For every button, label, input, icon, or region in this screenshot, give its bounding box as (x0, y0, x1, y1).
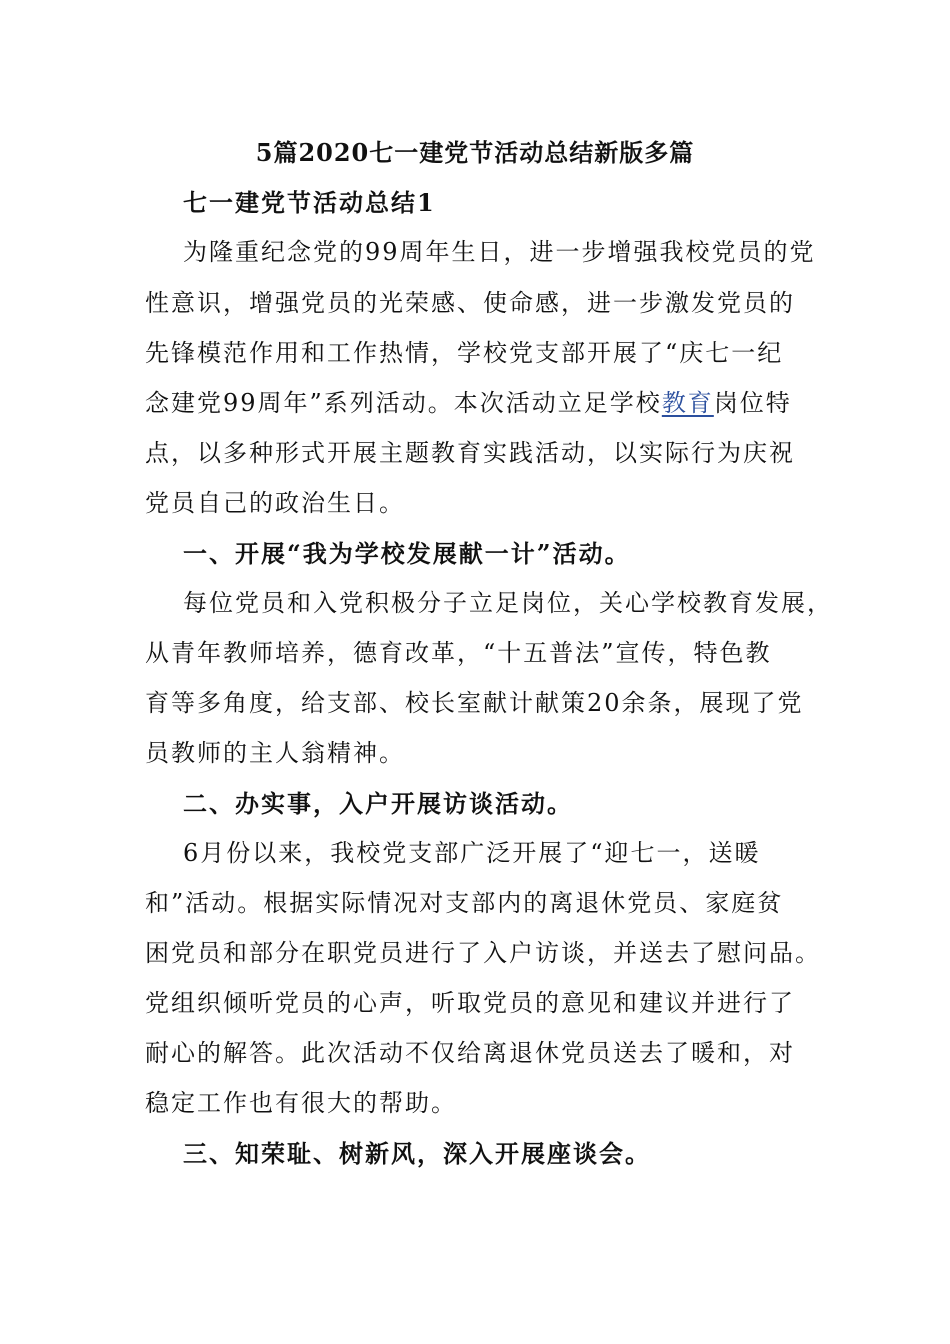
document-title: 5篇2020七一建党节活动总结新版多篇 (255, 138, 695, 167)
education-link[interactable]: 教育 (661, 389, 714, 417)
para2-line-4: 党组织倾听党员的心声，听取党员的意见和建议并进行了 (145, 989, 795, 1017)
para1-line-4: 员教师的主人翁精神。 (145, 739, 405, 767)
para2-line-3: 困党员和部分在职党员进行了入户访谈，并送去了慰问品。 (145, 939, 821, 967)
para2-line-5: 耐心的解答。此次活动不仅给离退休党员送去了暖和，对 (145, 1039, 795, 1067)
para1-line-2: 从青年教师培养，德育改革，“十五普法”宣传，特色教 (145, 639, 772, 667)
intro-line-4-text-b: 岗位特 (713, 389, 792, 417)
heading-two: 二、办实事，入户开展访谈活动。 (183, 789, 573, 818)
heading-three: 三、知荣耻、树新风，深入开展座谈会。 (183, 1139, 651, 1168)
section-heading: 七一建党节活动总结1 (183, 188, 436, 217)
intro-line-4-text-a: 念建党99周年”系列活动。本次活动立足学校 (145, 389, 662, 417)
para1-line-1: 每位党员和入党积极分子立足岗位，关心学校教育发展， (183, 589, 833, 617)
intro-line-3: 先锋模范作用和工作热情，学校党支部开展了“庆七一纪 (145, 339, 784, 367)
para2-line-6: 稳定工作也有很大的帮助。 (145, 1089, 457, 1117)
para2-line-1: 6月份以来，我校党支部广泛开展了“迎七一，送暖 (183, 839, 761, 867)
intro-line-6: 党员自己的政治生日。 (145, 489, 405, 517)
para1-line-3: 育等多角度，给支部、校长室献计献策20余条，展现了党 (145, 689, 804, 717)
intro-line-4 (145, 388, 792, 418)
intro-line-1: 为隆重纪念党的99周年生日，进一步增强我校党员的党 (183, 238, 816, 266)
intro-line-2: 性意识，增强党员的光荣感、使命感，进一步激发党员的 (145, 289, 795, 317)
intro-line-5: 点，以多种形式开展主题教育实践活动，以实际行为庆祝 (145, 439, 795, 467)
heading-one: 一、开展“我为学校发展献一计”活动。 (183, 539, 631, 568)
para2-line-2: 和”活动。根据实际情况对支部内的离退休党员、家庭贫 (145, 889, 784, 917)
